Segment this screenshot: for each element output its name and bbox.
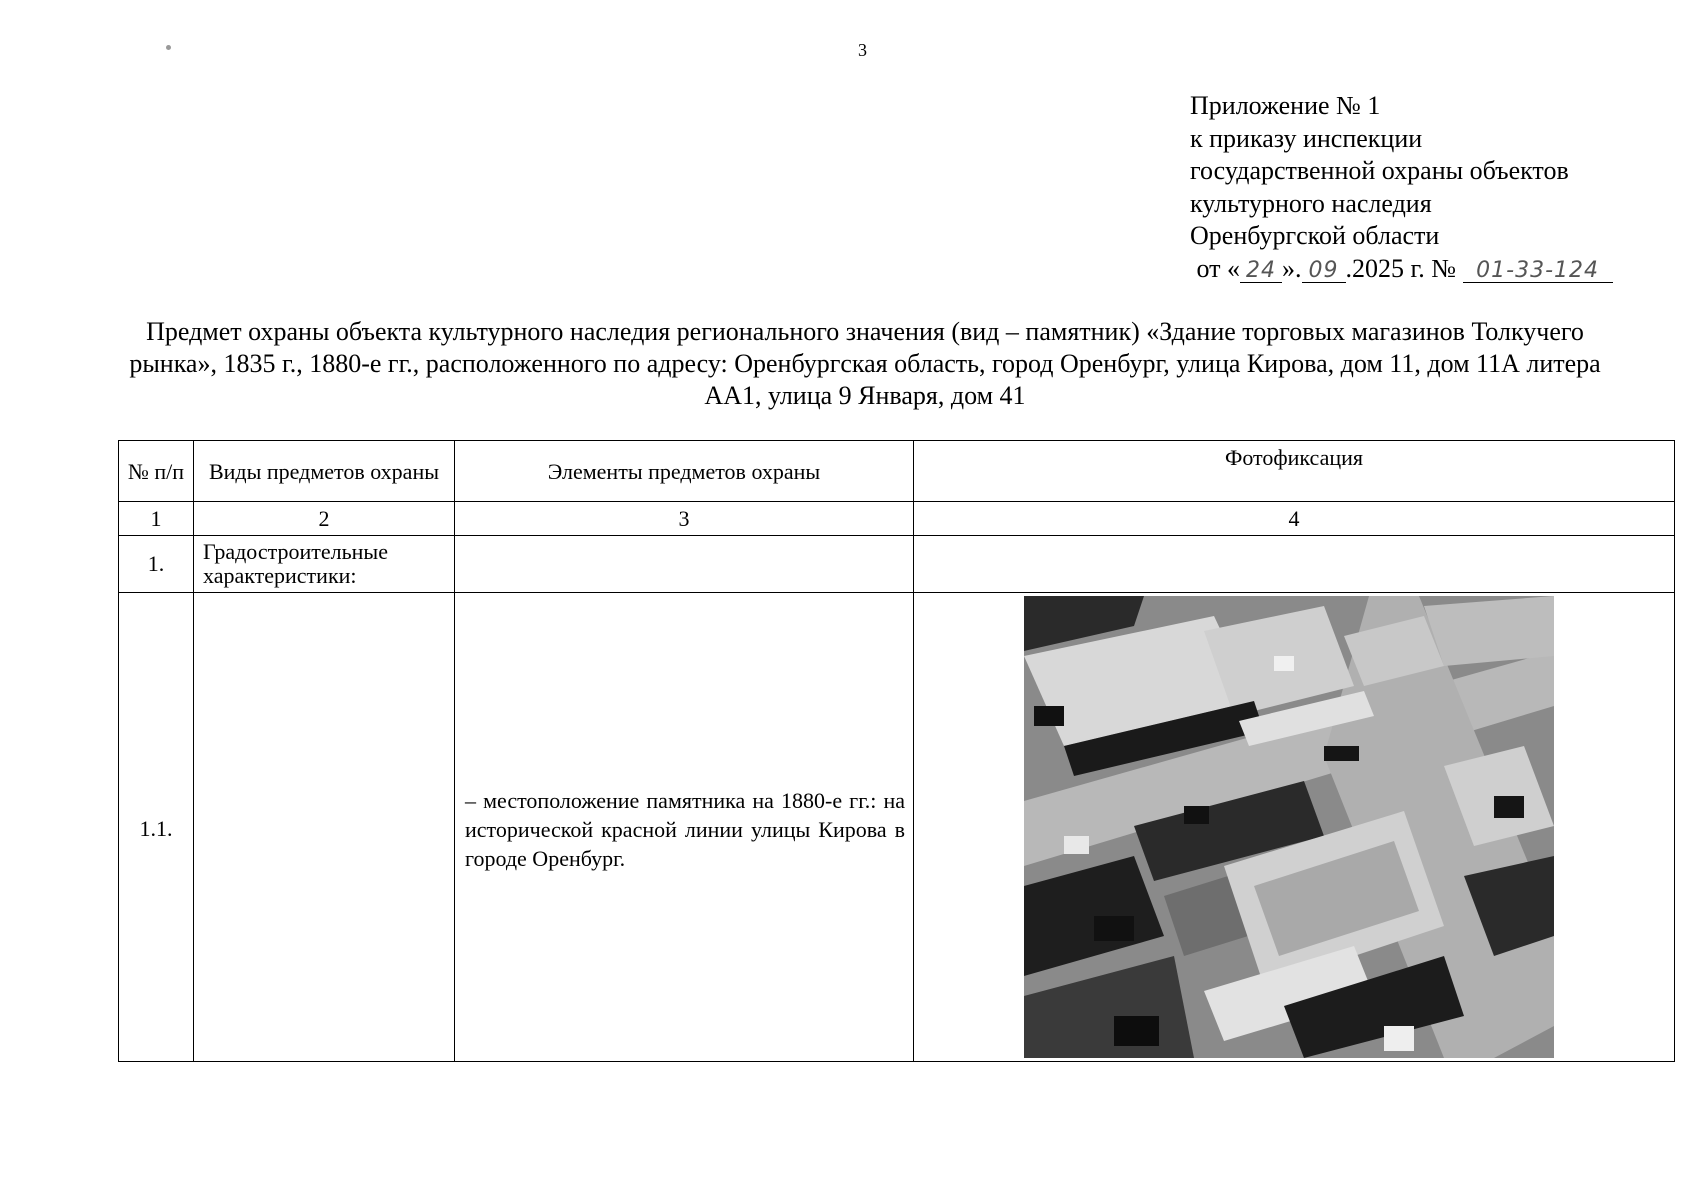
- row-num: 1.1.: [119, 593, 194, 1062]
- row-type: Градостроительные характеристики:: [194, 536, 455, 593]
- header-types: Виды предметов охраны: [194, 441, 455, 502]
- handwritten-month: 09: [1302, 260, 1346, 283]
- date-sep: ».: [1282, 253, 1302, 283]
- table-row: [119, 536, 1675, 593]
- handwritten-order-number: 01-33-124: [1463, 260, 1613, 283]
- protection-table: [118, 440, 1675, 1062]
- appendix-block: [1190, 90, 1613, 285]
- row-element: [455, 536, 914, 593]
- document-title: Предмет охраны объекта культурного наследия регионального значения (вид – памятник) «Здание торговых магазинов Толкучего рынка», 1835 г., 1880-е гг., расположенного по адресу: Оренбургская область, город Оренбург, улица Кирова, дом 11, дом 11А литера АА1, улица 9 Января, дом 41: [129, 317, 1601, 410]
- column-number: 2: [194, 502, 455, 536]
- aerial-photo: [1024, 596, 1554, 1058]
- date-prefix: от «: [1196, 253, 1241, 283]
- header-elements: Элементы предметов охраны: [455, 441, 914, 502]
- row-photo-cell: [914, 593, 1675, 1062]
- table-header-row: [119, 441, 1675, 502]
- row-type: [194, 593, 455, 1062]
- appendix-line-1: Приложение № 1: [1190, 91, 1381, 120]
- table-row: [119, 593, 1675, 1062]
- header-photo: Фотофиксация: [914, 441, 1675, 502]
- appendix-line-3: государственной охраны объектов: [1190, 156, 1569, 185]
- column-number: 1: [119, 502, 194, 536]
- column-number-row: [119, 502, 1675, 536]
- handwritten-day: 24: [1240, 260, 1282, 283]
- page-number: 3: [858, 40, 867, 60]
- row-element: – местоположение памятника на 1880-е гг.: на исторической красной линии улицы Кирова в городе Оренбург.: [455, 593, 914, 1062]
- scan-dot: [166, 45, 171, 50]
- row-num: 1.: [119, 536, 194, 593]
- column-number: 4: [914, 502, 1675, 536]
- appendix-line-5: Оренбургской области: [1190, 221, 1440, 250]
- appendix-line-4: культурного наследия: [1190, 188, 1432, 218]
- header-num: № п/п: [119, 441, 194, 502]
- appendix-date-line: [1190, 253, 1613, 286]
- date-year: .2025 г. №: [1345, 253, 1457, 283]
- column-number: 3: [455, 502, 914, 536]
- appendix-line-2: к приказу инспекции: [1190, 123, 1423, 153]
- row-photo: [914, 536, 1675, 593]
